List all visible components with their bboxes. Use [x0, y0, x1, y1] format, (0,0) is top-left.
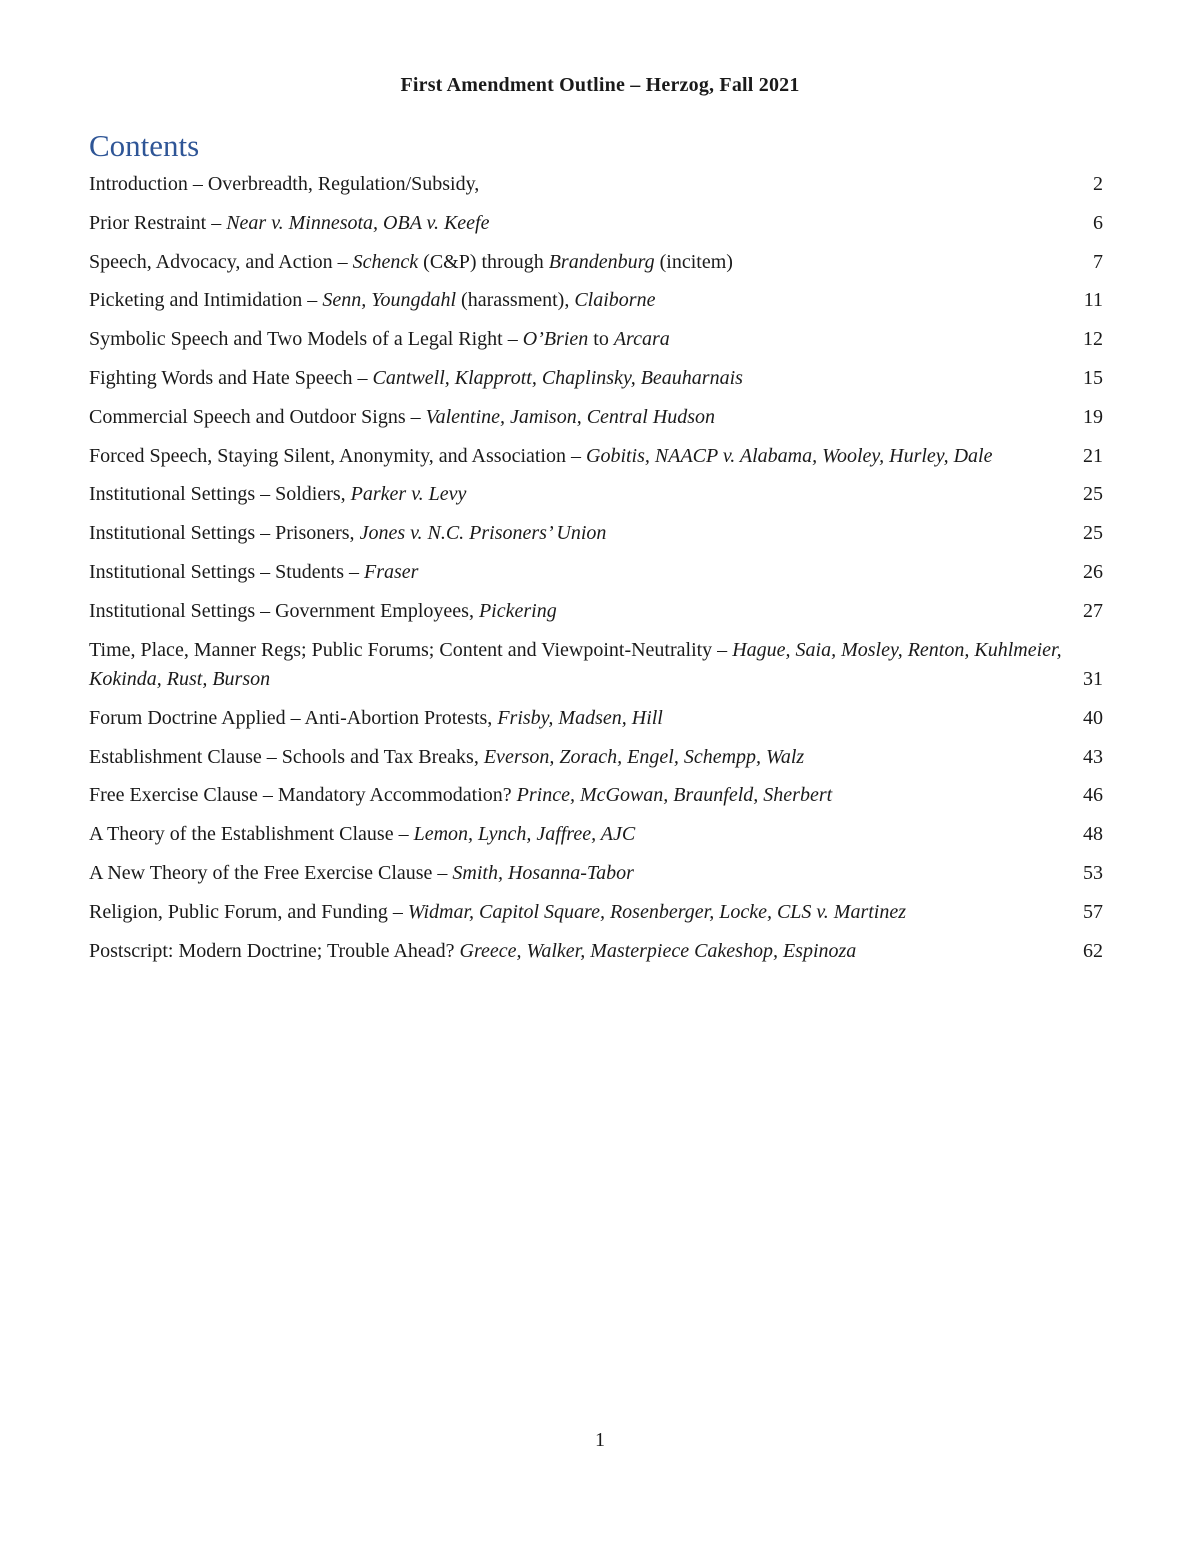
toc-entry[interactable]	[89, 597, 1103, 627]
toc-entry[interactable]	[89, 937, 1103, 967]
toc-entry-page-number: 26	[1083, 560, 1103, 583]
toc-entry-title	[89, 898, 1083, 928]
toc-entry-title	[89, 286, 1084, 316]
toc-entry-title	[89, 704, 1083, 734]
toc-entry-page-number: 7	[1093, 250, 1103, 273]
toc-entry-cases: Parker v. Levy	[350, 483, 467, 506]
toc-entry-cases: Lemon, Lynch, Jaffree, AJC	[413, 823, 636, 846]
toc-entry-page-number: 48	[1083, 823, 1103, 846]
toc-entry-cases: Claiborne	[574, 289, 656, 312]
toc-entry-cases: O’Brien	[522, 328, 589, 351]
toc-entry-page-number: 21	[1083, 444, 1103, 467]
toc-entry-text: Establishment Clause – Schools and Tax Breaks,	[89, 745, 484, 768]
toc-entry-title	[89, 364, 1083, 394]
toc-entry-page-number: 25	[1083, 483, 1103, 506]
toc-entry-cases: Gobitis, NAACP v. Alabama, Wooley, Hurley, Dale	[586, 444, 993, 467]
toc-entry-text: Religion, Public Forum, and Funding –	[89, 900, 408, 923]
toc-entry-text: (harassment),	[456, 289, 575, 312]
toc-entry[interactable]	[89, 209, 1103, 239]
toc-entry[interactable]	[89, 248, 1103, 278]
toc-entry-title	[89, 519, 1083, 549]
toc-entry-cases: Greece, Walker, Masterpiece Cakeshop, Espinoza	[459, 939, 857, 962]
toc-entry-cases: Near v. Minnesota, OBA v. Keefe	[226, 211, 490, 234]
toc-entry-title	[89, 937, 1083, 967]
toc-entry-page-number: 46	[1083, 784, 1103, 807]
toc-entry-page-number: 27	[1083, 599, 1103, 622]
toc-entry[interactable]	[89, 898, 1103, 928]
toc-entry[interactable]	[89, 781, 1103, 811]
toc-entry-title	[89, 820, 1083, 850]
toc-entry[interactable]	[89, 325, 1103, 355]
contents-heading: Contents	[89, 128, 200, 163]
toc-entry-title	[89, 597, 1083, 627]
toc-entry[interactable]	[89, 743, 1103, 773]
toc-entry-page-number: 43	[1083, 745, 1103, 768]
toc-entry-text: Speech, Advocacy, and Action –	[89, 250, 353, 273]
toc-entry-cases: Pickering	[478, 599, 557, 622]
toc-entry-title	[89, 743, 1083, 773]
toc-entry-page-number: 19	[1083, 405, 1103, 428]
toc-entry-page-number: 57	[1083, 900, 1103, 923]
toc-entry[interactable]	[89, 820, 1103, 850]
toc-entry-cases: Jones v. N.C. Prisoners’ Union	[359, 522, 607, 545]
toc-entry-text: Free Exercise Clause – Mandatory Accommodation?	[89, 784, 517, 807]
toc-entry-title	[89, 859, 1083, 889]
toc-entry-text: Fighting Words and Hate Speech –	[89, 366, 373, 389]
toc-entry-text: Introduction – Overbreadth, Regulation/Subsidy,	[89, 173, 480, 195]
toc-entry-page-number: 6	[1093, 211, 1103, 234]
toc-entry[interactable]	[89, 704, 1103, 734]
toc-entry-text: Prior Restraint –	[89, 211, 227, 234]
toc-entry-text: A Theory of the Establishment Clause –	[89, 823, 414, 846]
toc-entry-title	[89, 403, 1083, 433]
toc-entry-cases: Smith, Hosanna-Tabor	[452, 862, 634, 885]
toc-entry-title	[89, 209, 1093, 239]
toc-entry[interactable]	[89, 442, 1103, 472]
document-header: First Amendment Outline – Herzog, Fall 2021	[400, 74, 800, 96]
toc-entry-text: Forced Speech, Staying Silent, Anonymity, and Association –	[89, 444, 586, 467]
toc-entry-title	[89, 480, 1083, 510]
toc-entry-page-number: 31	[1083, 668, 1103, 691]
toc-entry[interactable]	[89, 636, 1103, 695]
toc-entry-title	[89, 325, 1083, 355]
toc-entry-text: Institutional Settings – Soldiers,	[89, 483, 351, 506]
toc-entry-page-number: 25	[1083, 522, 1103, 545]
toc-entry[interactable]	[89, 480, 1103, 510]
toc-entry-page-number: 15	[1083, 366, 1103, 389]
toc-entry-text: to	[588, 328, 614, 351]
toc-entry-cases: Valentine, Jamison, Central Hudson	[425, 405, 716, 428]
toc-entry[interactable]	[89, 364, 1103, 394]
toc-entry-text: A New Theory of the Free Exercise Clause –	[89, 862, 453, 885]
toc-entry-text: (incitem)	[654, 250, 733, 273]
toc-entry-title	[89, 442, 1083, 472]
toc-entry-cases: Hague, Saia, Mosley, Renton, Kuhlmeier, Kokinda, Rust, Burson	[89, 638, 1062, 691]
table-of-contents	[89, 170, 1103, 975]
toc-entry-cases: Everson, Zorach, Engel, Schempp, Walz	[483, 745, 805, 768]
toc-entry-title	[89, 558, 1083, 588]
toc-entry-title	[89, 248, 1093, 278]
toc-entry-title	[89, 170, 1093, 200]
toc-entry-text: Symbolic Speech and Two Models of a Legal Right –	[89, 328, 523, 351]
toc-entry-text: Forum Doctrine Applied – Anti-Abortion Protests,	[89, 706, 498, 729]
toc-entry-cases: Prince, McGowan, Braunfeld, Sherbert	[516, 784, 833, 807]
toc-entry-title	[89, 781, 1083, 811]
page-number: 1	[595, 1429, 605, 1451]
toc-entry-page-number: 40	[1083, 706, 1103, 729]
toc-entry-cases: Arcara	[613, 328, 670, 351]
toc-entry[interactable]	[89, 170, 1103, 200]
toc-entry-page-number: 62	[1083, 939, 1103, 962]
toc-entry-cases: Frisby, Madsen, Hill	[497, 706, 663, 729]
toc-entry-title	[89, 636, 1083, 695]
toc-entry[interactable]	[89, 558, 1103, 588]
toc-entry-page-number: 2	[1093, 173, 1103, 195]
toc-entry-text: Commercial Speech and Outdoor Signs –	[89, 405, 426, 428]
toc-entry-page-number: 11	[1083, 289, 1103, 312]
toc-entry-text: Institutional Settings – Prisoners,	[89, 522, 360, 545]
toc-entry-cases: Senn, Youngdahl	[322, 289, 457, 312]
toc-entry-cases: Schenck	[352, 250, 419, 273]
toc-entry-cases: Cantwell, Klapprott, Chaplinsky, Beauharnais	[372, 366, 743, 389]
toc-entry-text: Postscript: Modern Doctrine; Trouble Ahead?	[89, 939, 460, 962]
toc-entry[interactable]	[89, 286, 1103, 316]
toc-entry-page-number: 53	[1083, 862, 1103, 885]
toc-entry[interactable]	[89, 403, 1103, 433]
toc-entry-page-number: 12	[1083, 328, 1103, 351]
toc-entry-cases: Fraser	[364, 560, 419, 583]
toc-entry-text: Time, Place, Manner Regs; Public Forums; Content and Viewpoint-Neutrality –	[89, 638, 733, 661]
toc-entry-text: (C&P) through	[418, 250, 549, 273]
toc-entry-text: Institutional Settings – Government Employees,	[89, 599, 479, 622]
toc-entry-text: Picketing and Intimidation –	[89, 289, 323, 312]
toc-entry-cases: Brandenburg	[548, 250, 655, 273]
toc-entry[interactable]	[89, 859, 1103, 889]
toc-entry-cases: Widmar, Capitol Square, Rosenberger, Locke, CLS v. Martinez	[407, 900, 907, 923]
toc-entry[interactable]	[89, 519, 1103, 549]
toc-entry-text: Institutional Settings – Students –	[89, 560, 365, 583]
